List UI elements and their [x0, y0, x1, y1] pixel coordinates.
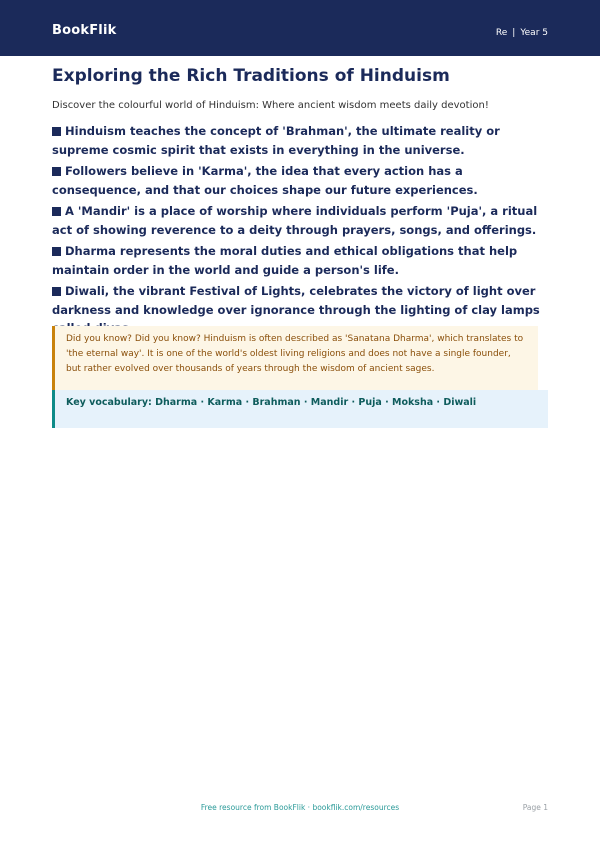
fact-text: A 'Mandir' is a place of worship where individuals perform 'Puja', a ritual act of showing reverence to a deity through prayers, songs, and offerings.	[52, 204, 538, 237]
square-bullet-icon	[52, 287, 61, 296]
header-bar	[0, 0, 600, 56]
square-bullet-icon	[52, 167, 61, 176]
brand-logo-text[interactable]: BookFlik	[52, 23, 117, 38]
fact-item	[52, 202, 552, 239]
fact-text: Followers believe in 'Karma', the idea that every action has a consequence, and that our choices shape our future experiences.	[52, 164, 478, 197]
page-title: Exploring the Rich Traditions of Hinduism	[52, 66, 450, 86]
fact-text: Hinduism teaches the concept of 'Brahman', the ultimate reality or supreme cosmic spirit that exists in everything in the universe.	[52, 124, 500, 157]
fact-item	[52, 242, 552, 279]
square-bullet-icon	[52, 207, 61, 216]
square-bullet-icon	[52, 127, 61, 136]
page-number: Page 1	[522, 803, 548, 812]
fact-text: Diwali, the vibrant Festival of Lights, celebrates the victory of light over darkness and knowledge over ignorance through the lighting of clay lamps	[52, 284, 540, 317]
year-label: Year 5	[520, 28, 548, 38]
square-bullet-icon	[52, 247, 61, 256]
fact-text: Dharma represents the moral duties and ethical obligations that help maintain order in the world and guide a person's life.	[52, 244, 518, 277]
footer-resource-link[interactable]: Free resource from BookFlik · bookflik.com/resources	[200, 803, 400, 812]
subject-label: Re	[495, 28, 508, 38]
fact-item	[52, 122, 552, 159]
fact-list	[52, 122, 552, 341]
page-subtitle: Discover the colourful world of Hinduism: Where ancient wisdom meets daily devotion!	[52, 100, 489, 111]
key-vocabulary-box: Key vocabulary: Dharma · Karma · Brahman · Mandir · Puja · Moksha · Diwali	[52, 390, 548, 428]
did-you-know-callout: Did you know? Did you know? Hinduism is often described as 'Sanatana Dharma', which translates to 'the eternal way'. It is one of the world's oldest living religions and does not have a single founder, but rather evolved over thousands of years through the wisdom of ancient sages.	[52, 326, 538, 390]
header-meta	[496, 28, 548, 38]
meta-separator: |	[512, 28, 516, 38]
fact-item	[52, 162, 552, 199]
